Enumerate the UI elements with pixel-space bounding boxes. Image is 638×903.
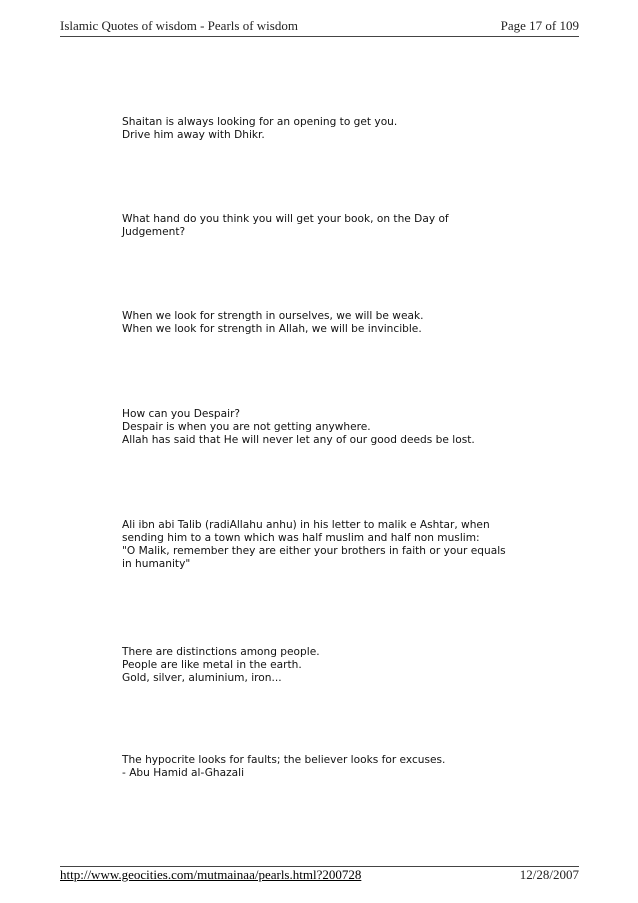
quote-line: Drive him away with Dhikr. bbox=[122, 129, 265, 141]
quote-block bbox=[122, 519, 542, 571]
quote-line: How can you Despair? bbox=[122, 408, 241, 420]
page-header bbox=[60, 14, 579, 34]
quote-line: Ali ibn abi Talib (radiAllahu anhu) in his letter to malik e Ashtar, when bbox=[122, 519, 490, 531]
document-title: Islamic Quotes of wisdom - Pearls of wisdom bbox=[60, 18, 298, 33]
quote-line: People are like metal in the earth. bbox=[122, 659, 302, 671]
quote-line: - Abu Hamid al-Ghazali bbox=[122, 767, 245, 779]
header-divider bbox=[60, 36, 579, 37]
quote-block bbox=[122, 754, 542, 780]
quote-block bbox=[122, 408, 542, 447]
source-url-link[interactable]: http://www.geocities.com/mutmainaa/pearls.html?200728 bbox=[60, 867, 362, 882]
quote-block bbox=[122, 310, 542, 336]
quote-line: The hypocrite looks for faults; the believer looks for excuses. bbox=[122, 754, 446, 766]
quote-line: "O Malik, remember they are either your brothers in faith or your equals bbox=[122, 545, 506, 557]
quote-block bbox=[122, 116, 542, 142]
quote-line: sending him to a town which was half muslim and half non muslim: bbox=[122, 532, 480, 544]
quote-line: When we look for strength in Allah, we will be invincible. bbox=[122, 323, 422, 335]
quote-line: Gold, silver, aluminium, iron... bbox=[122, 672, 282, 684]
quote-line: Shaitan is always looking for an opening to get you. bbox=[122, 116, 398, 128]
quote-block bbox=[122, 646, 542, 685]
quote-line: When we look for strength in ourselves, we will be weak. bbox=[122, 310, 424, 322]
quote-line: in humanity" bbox=[122, 558, 191, 570]
quote-block bbox=[122, 213, 542, 239]
quote-line: What hand do you think you will get your book, on the Day of bbox=[122, 213, 449, 225]
quote-line: There are distinctions among people. bbox=[122, 646, 320, 658]
page-footer bbox=[60, 862, 579, 882]
print-date: 12/28/2007 bbox=[519, 867, 579, 882]
page-number: Page 17 of 109 bbox=[500, 18, 579, 33]
quote-line: Allah has said that He will never let any of our good deeds be lost. bbox=[122, 434, 475, 446]
quote-line: Despair is when you are not getting anywhere. bbox=[122, 421, 371, 433]
quote-line: Judgement? bbox=[122, 226, 186, 238]
